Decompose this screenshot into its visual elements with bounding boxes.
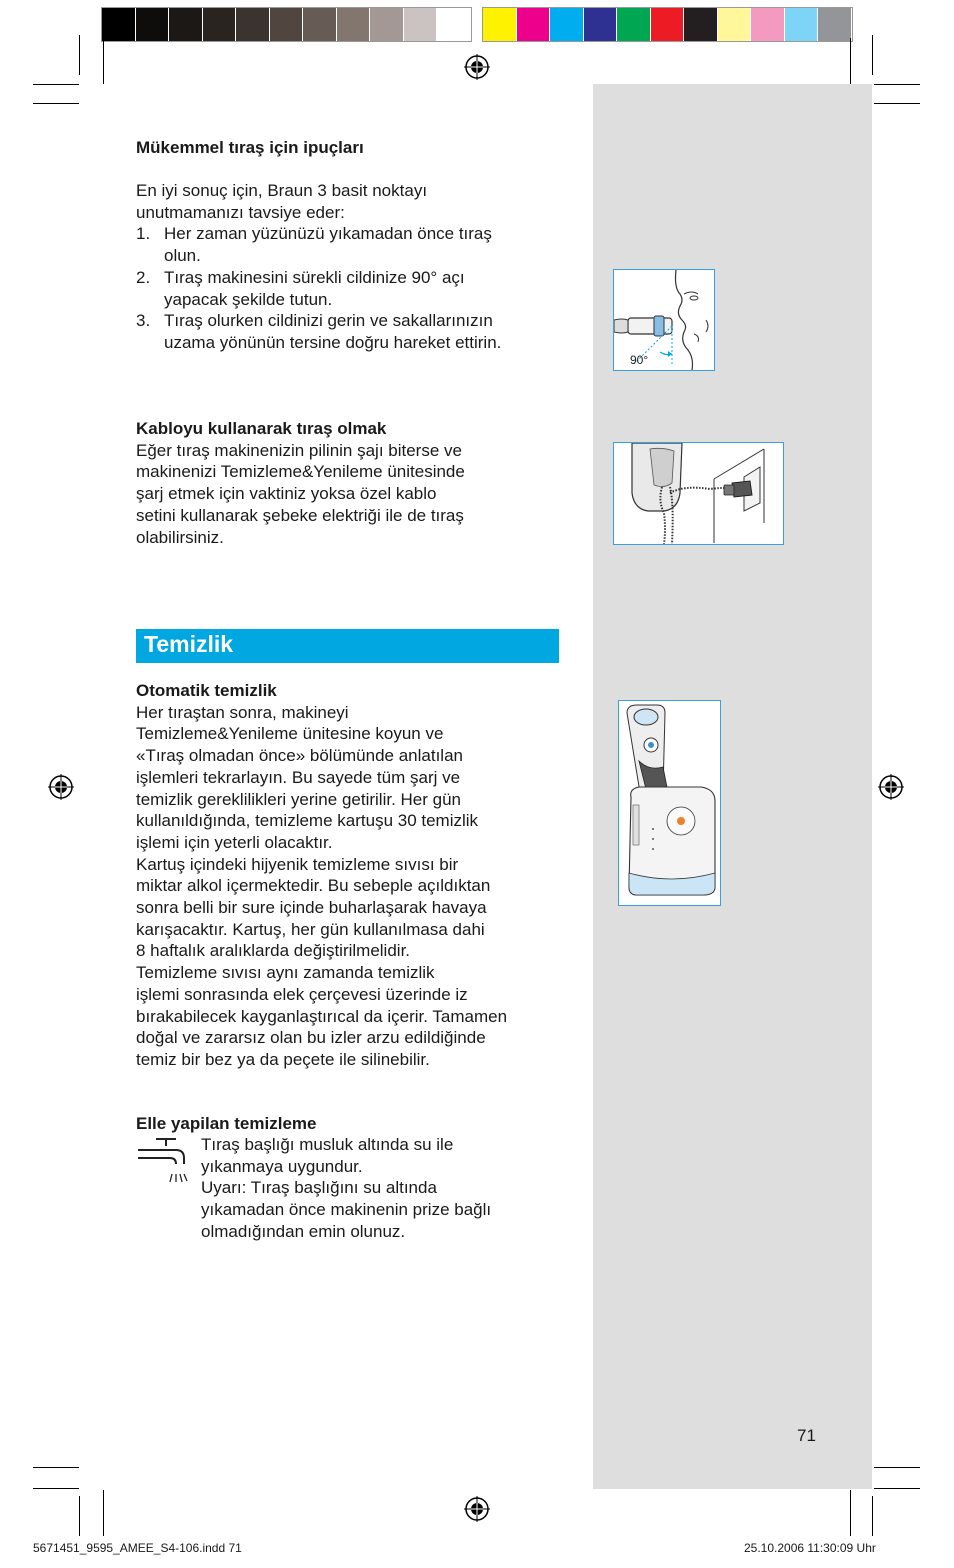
registration-mark-icon bbox=[878, 774, 904, 800]
text-line: Eğer tıraş makinenizin pilinin şajı biterse ve bbox=[136, 440, 462, 460]
text-line: işlemi sonrasında elek çerçevesi üzerinde iz bbox=[136, 984, 468, 1004]
color-swatch bbox=[818, 8, 852, 41]
color-swatch bbox=[169, 8, 203, 41]
list-number: 2. bbox=[136, 267, 151, 287]
text-line: karışacaktır. Kartuş, her gün kullanılmasa dahi bbox=[136, 919, 485, 939]
color-swatch bbox=[203, 8, 237, 41]
text-line: En iyi sonuç için, Braun 3 basit noktayı bbox=[136, 181, 428, 200]
color-swatch bbox=[718, 8, 752, 41]
text-line: sonra belli bir sure içinde buharlaşarak havaya bbox=[136, 898, 487, 918]
manual-cleaning-block bbox=[201, 1134, 491, 1243]
page-number: 71 bbox=[797, 1426, 816, 1445]
text-line: bırakabilecek kayganlaştırıcal da içerir. Tamamen bbox=[136, 1006, 508, 1026]
color-swatch bbox=[483, 8, 517, 41]
section-heading-cord: Kabloyu kullanarak tıraş olmak bbox=[136, 419, 387, 438]
shaver-90-degree-icon bbox=[614, 270, 714, 370]
text-line: 8 haftalık aralıklarda değiştirilmelidir. bbox=[136, 941, 411, 961]
color-swatch bbox=[370, 8, 404, 41]
list-number: 3. bbox=[136, 311, 151, 331]
crop-mark bbox=[850, 38, 851, 84]
crop-mark bbox=[872, 1496, 873, 1536]
registration-mark-icon bbox=[48, 774, 74, 800]
shaver-angle-figure bbox=[613, 269, 715, 371]
text-line: miktar alkol içermektedir. Bu sebeple açıldıktan bbox=[136, 876, 491, 896]
text-line: işlemleri tekrarlayın. Bu sayede tüm şarj ve bbox=[136, 767, 461, 787]
text-line: unutmamanızı tavsiye eder: bbox=[136, 202, 345, 222]
text-line: setini kullanarak şebeke elektriği ile de tıraş bbox=[136, 505, 464, 525]
text-line: kullanıldığında, temizleme kartuşu 30 temizlik bbox=[136, 811, 479, 831]
color-swatch bbox=[785, 8, 819, 41]
text-line: Her zaman yüzünüzü yıkamadan önce tıraş bbox=[164, 224, 492, 244]
color-swatch bbox=[550, 8, 584, 41]
crop-mark bbox=[103, 38, 104, 84]
color-swatch bbox=[136, 8, 170, 41]
list-number: 1. bbox=[136, 224, 151, 244]
print-slug-file: 5671451_9595_AMEE_S4-106.indd 71 bbox=[33, 1541, 242, 1555]
color-swatch bbox=[236, 8, 270, 41]
automatic-cleaning-block bbox=[136, 680, 507, 1071]
crop-mark bbox=[79, 1496, 80, 1536]
crop-mark bbox=[33, 103, 79, 104]
color-swatch bbox=[517, 8, 551, 41]
text-line: Tıraş makinesini sürekli cildinize 90° açı bbox=[164, 267, 465, 287]
text-line: yapacak şekilde tutun. bbox=[164, 289, 333, 309]
color-swatch bbox=[102, 8, 136, 41]
clean-renew-station-figure bbox=[618, 700, 721, 906]
color-calibration-bar-grey bbox=[101, 7, 472, 42]
text-line: olun. bbox=[164, 246, 201, 266]
color-swatch bbox=[651, 8, 685, 41]
text-line: olmadığından emin olunuz. bbox=[201, 1221, 406, 1241]
list-item bbox=[136, 267, 501, 310]
color-swatch bbox=[270, 8, 304, 41]
print-slug-timestamp: 25.10.2006 11:30:09 Uhr bbox=[744, 1541, 876, 1555]
text-line: Uyarı: Tıraş başlığını su altında bbox=[201, 1178, 437, 1198]
crop-mark bbox=[79, 35, 80, 75]
text-line: Temizleme sıvısı aynı zamanda temizlik bbox=[136, 963, 435, 983]
text-line: olabilirsiniz. bbox=[136, 527, 224, 547]
text-line: «Tıraş olmadan önce» bölümünde anlatılan bbox=[136, 746, 463, 766]
section-title: Temizlik bbox=[144, 631, 234, 657]
section-heading-manual-clean: Elle yapilan temizleme bbox=[136, 1114, 317, 1133]
registration-mark-icon bbox=[464, 1496, 490, 1522]
color-swatch bbox=[584, 8, 618, 41]
color-swatch bbox=[337, 8, 371, 41]
color-calibration-bar-color bbox=[482, 7, 853, 42]
list-item bbox=[136, 310, 501, 353]
tips-intro bbox=[136, 180, 501, 354]
crop-mark bbox=[874, 1488, 920, 1489]
text-line: Kartuş içindeki hijyenik temizleme sıvısı bir bbox=[136, 854, 459, 874]
crop-mark bbox=[874, 103, 920, 104]
crop-mark bbox=[33, 1488, 79, 1489]
text-line: yıkamadan önce makinenin prize bağlı bbox=[201, 1200, 492, 1220]
shaver-cord-plug-icon bbox=[614, 443, 783, 544]
list-item bbox=[136, 223, 501, 266]
angle-label: 90° bbox=[630, 353, 649, 367]
text-line: Tıraş olurken cildinizi gerin ve sakallarınızın bbox=[164, 311, 493, 331]
color-swatch bbox=[751, 8, 785, 41]
text-line: şarj etmek için vaktiniz yoksa özel kablo bbox=[136, 484, 437, 504]
color-swatch bbox=[684, 8, 718, 41]
text-line: uzama yönünün tersine doğru hareket ettirin. bbox=[164, 332, 502, 352]
color-swatch bbox=[303, 8, 337, 41]
tips-list bbox=[136, 223, 501, 353]
text-line: Temizleme&Yenileme ünitesine koyun ve bbox=[136, 724, 444, 744]
text-line: Her tıraştan sonra, makineyi bbox=[136, 702, 349, 722]
color-swatch bbox=[404, 8, 438, 41]
section-title-bar bbox=[136, 629, 559, 663]
color-swatch bbox=[617, 8, 651, 41]
text-line: temizlik gereklilikleri yerine getirilir. Her gün bbox=[136, 789, 461, 809]
crop-mark bbox=[874, 1467, 920, 1468]
clean-renew-station-icon bbox=[619, 701, 720, 905]
text-line: yıkanmaya uygundur. bbox=[201, 1156, 363, 1176]
text-line: temiz bir bez ya da peçete ile silinebilir. bbox=[136, 1049, 430, 1069]
shaver-cord-figure bbox=[613, 442, 784, 545]
section-heading-auto-clean: Otomatik temizlik bbox=[136, 681, 277, 700]
cord-shaving-block bbox=[136, 418, 465, 548]
text-line: makinenizi Temizleme&Yenileme ünitesinde bbox=[136, 462, 465, 482]
color-swatch bbox=[437, 8, 471, 41]
water-tap-icon bbox=[136, 1136, 188, 1186]
crop-mark bbox=[103, 1490, 104, 1536]
crop-mark bbox=[850, 1490, 851, 1536]
registration-mark-icon bbox=[464, 54, 490, 80]
text-line: doğal ve zararsız olan bu izler arzu edildiğinde bbox=[136, 1028, 486, 1048]
crop-mark bbox=[874, 84, 920, 85]
text-line: Tıraş başlığı musluk altında su ile bbox=[201, 1135, 454, 1154]
crop-mark bbox=[33, 84, 79, 85]
crop-mark bbox=[33, 1467, 79, 1468]
crop-mark bbox=[872, 35, 873, 75]
text-line: işlemi için yeterli olacaktır. bbox=[136, 832, 333, 852]
section-heading-tips: Mükemmel tıraş için ipuçları bbox=[136, 138, 364, 157]
